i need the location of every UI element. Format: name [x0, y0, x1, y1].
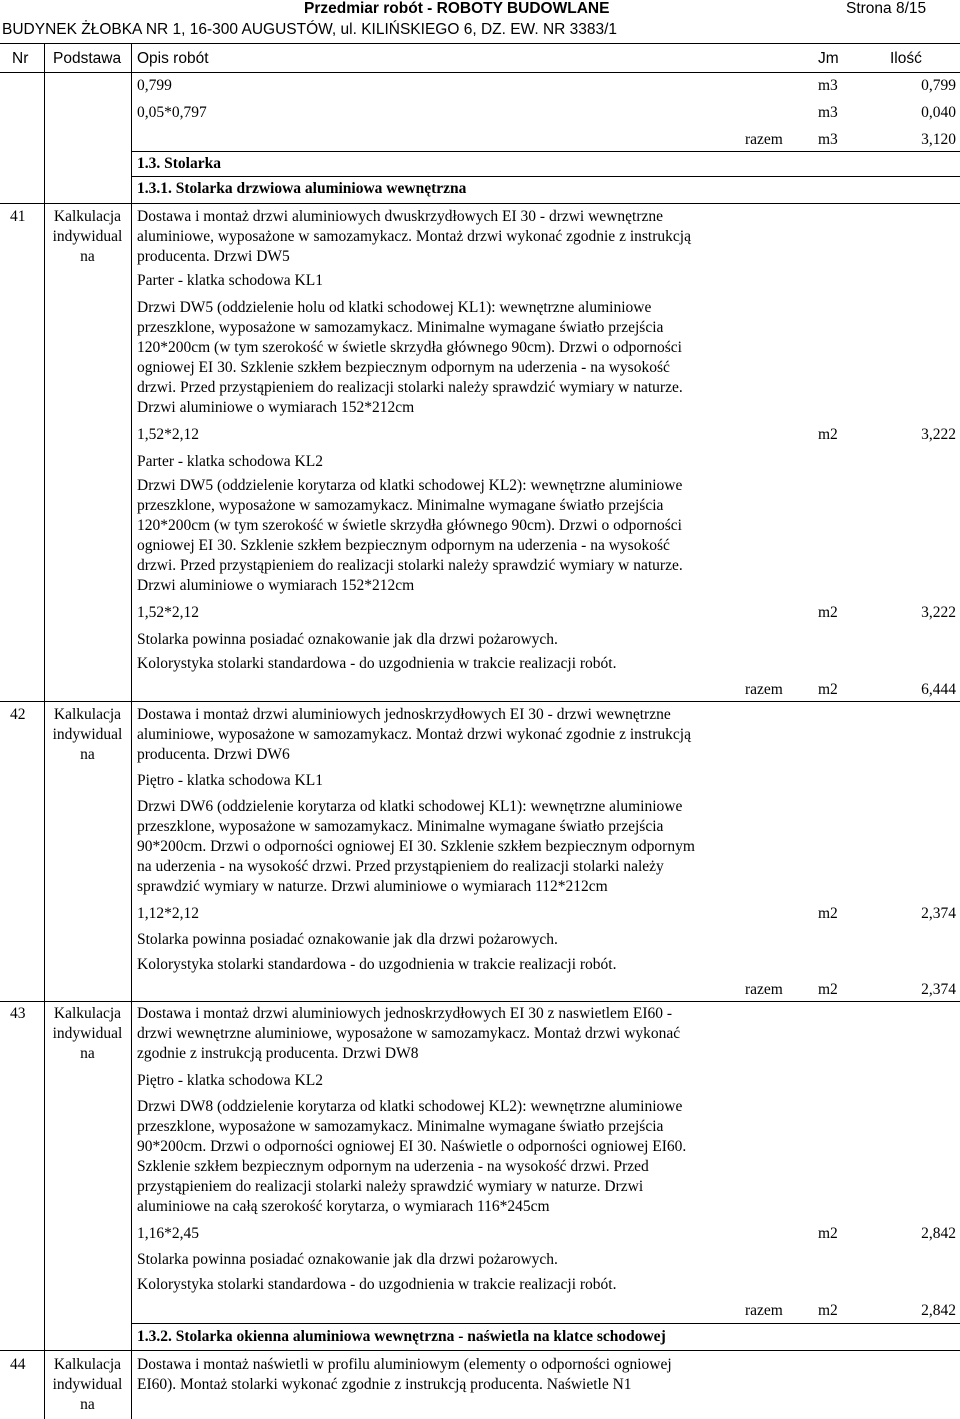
item-description: Drzwi DW8 (oddzielenie korytarza od klatki schodowej KL2): wewnętrzne aluminiowe — [137, 1098, 683, 1115]
item-description: ogniowej EI 30. Szklenie szkłem bezpiecznym odpornym na uderzenia - na wysokość — [137, 359, 670, 376]
item-description: drzwi. Przed przystąpieniem do realizacji stolarki należy sprawdzić wymiary w naturze. — [137, 379, 683, 396]
item-description: 90*200cm. Drzwi o odporności ogniowej EI 30. Naświetle o odporności ogniowej EI60. — [137, 1138, 687, 1155]
item-nr: 42 — [10, 706, 26, 723]
item-note: Stolarka powinna posiadać oznakowanie jak dla drzwi pożarowych. — [137, 1251, 558, 1268]
item-description: producenta. Drzwi DW5 — [137, 248, 290, 265]
item-nr: 43 — [10, 1005, 26, 1022]
item-description: aluminiowe na całą szerokość korytarza, o wymiarach 116*245cm — [137, 1198, 550, 1215]
item-description: Dostawa i montaż drzwi aluminiowych jednoskrzydłowych EI 30 z naswietlem EI60 - — [137, 1005, 673, 1022]
location-label: Piętro - klatka schodowa KL1 — [137, 772, 323, 789]
podstawa-line: na — [80, 746, 95, 763]
item-description: na uderzenia - na wysokość drzwi. Przed przystąpieniem do realizacji stolarki należy — [137, 858, 664, 875]
item-nr: 44 — [10, 1356, 26, 1373]
row-rule — [0, 701, 960, 702]
row-rule — [0, 1001, 960, 1002]
top-row-opis: 0,799 — [137, 77, 172, 94]
subsection-heading: 1.3.2. Stolarka okienna aluminiowa wewnętrzna - naświetla na klatce schodowej — [137, 1328, 666, 1345]
item-description: przeszklone, wyposażone w samozamykacz. Minimalne wymagane światło przejścia — [137, 497, 664, 514]
item-description: EI60). Montaż stolarki wykonać zgodnie z instrukcją producenta. Naświetle N1 — [137, 1376, 632, 1393]
razem-jm: m2 — [818, 981, 838, 998]
item-note: Stolarka powinna posiadać oznakowanie jak dla drzwi pożarowych. — [137, 631, 558, 648]
item-note: Stolarka powinna posiadać oznakowanie jak dla drzwi pożarowych. — [137, 931, 558, 948]
quantity-value: 3,222 — [921, 604, 956, 621]
item-description: Dostawa i montaż drzwi aluminiowych dwuskrzydłowych EI 30 - drzwi wewnętrzne — [137, 208, 663, 225]
page-number: Strona 8/15 — [846, 0, 927, 17]
col-podstawa: Podstawa — [53, 50, 122, 67]
row-rule — [0, 1350, 960, 1351]
item-description: przeszklone, wyposażone w samozamykacz. Minimalne wymagane światło przejścia — [137, 818, 664, 835]
item-description: 120*200cm (w tym szerokość w świetle skrzydła głównego 90cm). Drzwi o odporności — [137, 339, 682, 356]
item-description: 90*200cm. Drzwi o odporności ogniowej EI 30. Szklenie szkłem bezpiecznym odpornym — [137, 838, 695, 855]
item-description: Dostawa i montaż naświetli w profilu aluminiowym (elementy o odporności ogniowej — [137, 1356, 672, 1373]
col-opis: Opis robót — [137, 50, 209, 67]
podstawa-line: indywidual — [52, 1025, 123, 1042]
item-description: Dostawa i montaż drzwi aluminiowych jednoskrzydłowych EI 30 - drzwi wewnętrzne — [137, 706, 671, 723]
podstawa-line: Kalkulacja — [53, 1356, 122, 1373]
quantity-value: 2,842 — [921, 1225, 956, 1242]
item-description: Drzwi DW6 (oddzielenie korytarza od klatki schodowej KL1): wewnętrzne aluminiowe — [137, 798, 683, 815]
item-note: Kolorystyka stolarki standardowa - do uzgodnienia w trakcie realizacji robót. — [137, 655, 617, 672]
podstawa-line: indywidual — [52, 1376, 123, 1393]
quantity-formula: 1,52*2,12 — [137, 426, 199, 443]
col-ilosc: Ilość — [890, 50, 922, 67]
podstawa-line: na — [80, 1045, 95, 1062]
col-rule-podstawa — [131, 43, 132, 1419]
item-description: 120*200cm (w tym szerokość w świetle skrzydła głównego 90cm). Drzwi o odporności — [137, 517, 682, 534]
item-description: Drzwi aluminiowe o wymiarach 152*212cm — [137, 577, 415, 594]
razem-label: razem — [745, 131, 783, 148]
header-bottom-rule — [0, 72, 960, 73]
item-description: drzwi. Przed przystąpieniem do realizacji stolarki należy sprawdzić wymiary w naturze. — [137, 557, 683, 574]
item-description: sprawdzić wymiary w naturze. Drzwi aluminiowe o wymiarach 112*212cm — [137, 878, 608, 895]
razem-jm: m2 — [818, 1302, 838, 1319]
location-label: Parter - klatka schodowa KL1 — [137, 272, 323, 289]
location-label: Parter - klatka schodowa KL2 — [137, 453, 323, 470]
razem-ilosc: 2,374 — [921, 981, 956, 998]
quantity-jm: m2 — [818, 604, 838, 621]
row-rule — [131, 1323, 960, 1324]
item-description: przeszklone, wyposażone w samozamykacz. Minimalne wymagane światło przejścia — [137, 1118, 664, 1135]
item-description: producenta. Drzwi DW6 — [137, 746, 290, 763]
top-row-ilosc: 0,040 — [921, 104, 956, 121]
item-description: Drzwi aluminiowe o wymiarach 152*212cm — [137, 399, 415, 416]
quantity-jm: m2 — [818, 1225, 838, 1242]
quantity-value: 2,374 — [921, 905, 956, 922]
item-nr: 41 — [10, 208, 26, 225]
document-title: Przedmiar robót - ROBOTY BUDOWLANE — [304, 0, 610, 17]
quantity-formula: 1,52*2,12 — [137, 604, 199, 621]
podstawa-line: indywidual — [52, 228, 123, 245]
item-note: Kolorystyka stolarki standardowa - do uzgodnienia w trakcie realizacji robót. — [137, 956, 617, 973]
item-description: Drzwi DW5 (oddzielenie holu od klatki schodowej KL1): wewnętrzne aluminiowe — [137, 299, 652, 316]
top-row-ilosc: 0,799 — [921, 77, 956, 94]
item-description: Szklenie szkłem bezpiecznym odpornym na uderzenia - na wysokość drzwi. Przed — [137, 1158, 649, 1175]
podstawa-line: indywidual — [52, 726, 123, 743]
item-description: aluminiowe, wyposażone w samozamykacz. Montaż drzwi wykonać zgodnie z instrukcją — [137, 228, 691, 245]
top-row-jm: m3 — [818, 77, 838, 94]
row-rule — [131, 151, 960, 152]
razem-ilosc: 6,444 — [921, 681, 956, 698]
quantity-jm: m2 — [818, 426, 838, 443]
razem-jm: m2 — [818, 681, 838, 698]
quantity-formula: 1,16*2,45 — [137, 1225, 199, 1242]
subsection-heading: 1.3.1. Stolarka drzwiowa aluminiowa wewnętrzna — [137, 180, 467, 197]
razem-jm: m3 — [818, 131, 838, 148]
razem-ilosc: 2,842 — [921, 1302, 956, 1319]
col-jm: Jm — [818, 50, 839, 67]
podstawa-line: Kalkulacja — [53, 706, 122, 723]
item-description: przeszklone, wyposażone w samozamykacz. Minimalne wymagane światło przejścia — [137, 319, 664, 336]
section-heading: 1.3. Stolarka — [137, 155, 221, 172]
razem-label: razem — [745, 1302, 783, 1319]
podstawa-line: na — [80, 248, 95, 265]
row-rule — [0, 203, 960, 204]
razem-label: razem — [745, 681, 783, 698]
podstawa-line: Kalkulacja — [53, 1005, 122, 1022]
item-description: ogniowej EI 30. Szklenie szkłem bezpiecznym odpornym na uderzenia - na wysokość — [137, 537, 670, 554]
item-description: drzwi wewnętrzne aluminiowe, wyposażone w samozamykacz. Montaż drzwi wykonać — [137, 1025, 681, 1042]
quantity-jm: m2 — [818, 905, 838, 922]
top-row-jm: m3 — [818, 104, 838, 121]
podstawa-line: na — [80, 1396, 95, 1413]
razem-label: razem — [745, 981, 783, 998]
col-nr: Nr — [12, 50, 29, 67]
item-description: Drzwi DW5 (oddzielenie korytarza od klatki schodowej KL2): wewnętrzne aluminiowe — [137, 477, 683, 494]
podstawa-line: Kalkulacja — [53, 208, 122, 225]
header-top-rule — [0, 43, 960, 44]
item-note: Kolorystyka stolarki standardowa - do uzgodnienia w trakcie realizacji robót. — [137, 1276, 617, 1293]
razem-ilosc: 3,120 — [921, 131, 956, 148]
project-address: BUDYNEK ŻŁOBKA NR 1, 16-300 AUGUSTÓW, ul. KILIŃSKIEGO 6, DZ. EW. NR 3383/1 — [2, 21, 618, 38]
top-row-opis: 0,05*0,797 — [137, 104, 207, 121]
quantity-formula: 1,12*2,12 — [137, 905, 199, 922]
row-rule — [131, 176, 960, 177]
item-description: aluminiowe, wyposażone w samozamykacz. Montaż drzwi wykonać zgodnie z instrukcją — [137, 726, 691, 743]
quantity-value: 3,222 — [921, 426, 956, 443]
item-description: zgodnie z instrukcją producenta. Drzwi DW8 — [137, 1045, 419, 1062]
item-description: przystąpieniem do realizacji stolarki należy sprawdzić wymiary w naturze. Drzwi — [137, 1178, 644, 1195]
location-label: Piętro - klatka schodowa KL2 — [137, 1072, 323, 1089]
